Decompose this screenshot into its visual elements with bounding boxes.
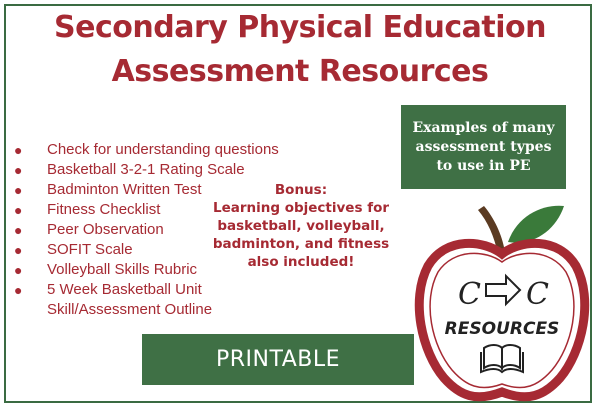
bonus-body: Learning objectives for basketball, volleyball, badminton, and fitness also included! [212, 200, 390, 270]
examples-callout-text: Examples of many assessment types to use in PE [412, 119, 555, 174]
list-item-label: Check for understanding questions [47, 141, 279, 158]
bullet-icon: ● [14, 202, 23, 218]
logo-letter-left: C [458, 277, 481, 312]
bullet-icon: ● [14, 242, 23, 258]
bullet-icon: ● [14, 142, 23, 158]
bullet-icon: ● [14, 222, 23, 238]
apple-leaf [508, 206, 564, 243]
list-item-label: SOFIT Scale [47, 241, 133, 258]
logo-letter-right: C [526, 277, 549, 312]
page-title-line-2: Assessment Resources [111, 54, 489, 89]
list-item-label: Peer Observation [47, 221, 164, 238]
list-item [14, 280, 257, 320]
list-item [14, 140, 279, 160]
bonus-note [198, 181, 404, 271]
page-title-line-1: Secondary Physical Education [54, 10, 546, 45]
examples-callout [401, 105, 566, 189]
list-item-label: Badminton Written Test [47, 181, 202, 198]
list-item-label: Volleyball Skills Rubric [47, 261, 198, 278]
bonus-heading: Bonus: [274, 182, 328, 198]
printable-button[interactable]: PRINTABLE [142, 334, 414, 385]
bullet-icon: ● [14, 282, 23, 298]
list-item-label: Basketball 3-2-1 Rating Scale [47, 161, 245, 178]
list-item [14, 160, 279, 180]
list-item-label: 5 Week Basketball Unit Skill/Assessment Outline [47, 281, 213, 318]
list-item-label: Fitness Checklist [47, 201, 161, 218]
bullet-icon: ● [14, 182, 23, 198]
apple-logo [414, 196, 590, 404]
bullet-icon: ● [14, 162, 23, 178]
logo-word: RESOURCES [444, 319, 560, 339]
bullet-icon: ● [14, 262, 23, 278]
